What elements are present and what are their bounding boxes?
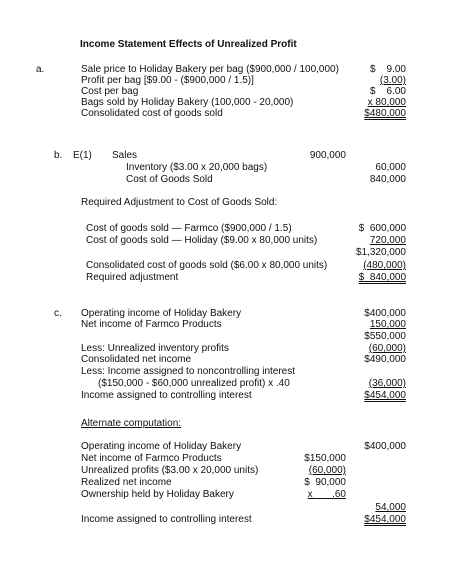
b-cogs: Cost of Goods Sold bbox=[126, 174, 213, 185]
alt-line-2: Net income of Farmco Products bbox=[81, 453, 222, 464]
a-value-3: 6.00 bbox=[386, 86, 406, 97]
alt-mid-value-2: (60,000) bbox=[308, 465, 346, 476]
b-inventory: Inventory ($3.00 x 20,000 bags) bbox=[126, 162, 268, 173]
alt-mid-value-3: $ 90,000 bbox=[304, 477, 346, 488]
c-value-2: 150,000 bbox=[369, 319, 406, 330]
alt-right-value-3: $454,000 bbox=[364, 514, 406, 525]
c-value-3: $550,000 bbox=[364, 331, 406, 342]
alt-line-5: Ownership held by Holiday Bakery bbox=[81, 489, 234, 500]
alt-line-1: Operating income of Holiday Bakery bbox=[81, 441, 242, 452]
b-entry: E(1) bbox=[73, 150, 92, 161]
a-line-3: Cost per bag bbox=[81, 86, 139, 97]
a-line-4: Bags sold by Holiday Bakery (100,000 - 20,000) bbox=[81, 97, 294, 108]
b-holiday-value: 720,000 bbox=[369, 235, 406, 246]
alt-line-7: Income assigned to controlling interest bbox=[81, 514, 252, 525]
section-b-letter: b. bbox=[54, 150, 63, 161]
alt-heading: Alternate computation: bbox=[81, 418, 182, 429]
page-title: Income Statement Effects of Unrealized Profit bbox=[80, 39, 297, 50]
c-value-5: $490,000 bbox=[364, 354, 406, 365]
b-required-value: $ 840,000 bbox=[358, 272, 406, 283]
a-value-2: (3.00) bbox=[379, 75, 406, 86]
alt-mid-value-4: x .60 bbox=[307, 489, 346, 500]
a-line-5: Consolidated cost of goods sold bbox=[81, 108, 223, 119]
c-line-5: Consolidated net income bbox=[81, 354, 192, 365]
b-cogs-value: 840,000 bbox=[369, 174, 406, 185]
b-farmco: Cost of goods sold — Farmco ($900,000 / 1.5) bbox=[86, 223, 292, 234]
b-required-heading: Required Adjustment to Cost of Goods Sold: bbox=[81, 197, 278, 208]
c-value-7: (36,000) bbox=[368, 378, 406, 389]
section-a-letter: a. bbox=[36, 64, 45, 75]
c-line-6: Less: Income assigned to noncontrolling interest bbox=[81, 366, 296, 377]
b-farmco-value: $ 600,000 bbox=[358, 223, 406, 234]
a-line-2: Profit per bag [$9.00 - ($900,000 / 1.5)] bbox=[81, 75, 254, 86]
b-sales: Sales bbox=[112, 150, 138, 161]
c-line-2: Net income of Farmco Products bbox=[81, 319, 222, 330]
b-holiday: Cost of goods sold — Holiday ($9.00 x 80,000 units) bbox=[86, 235, 318, 246]
a-dollar-1: $ bbox=[370, 64, 376, 75]
b-sales-value: 900,000 bbox=[309, 150, 346, 161]
a-dollar-3: $ bbox=[370, 86, 376, 97]
b-consolidated: Consolidated cost of goods sold ($6.00 x 80,000 units) bbox=[86, 260, 328, 271]
b-required: Required adjustment bbox=[86, 272, 179, 283]
alt-line-3: Unrealized profits ($3.00 x 20,000 units) bbox=[81, 465, 259, 476]
a-value-1: 9.00 bbox=[386, 64, 406, 75]
alt-right-value-1: $400,000 bbox=[364, 441, 406, 452]
c-line-7: ($150,000 - $60,000 unrealized profit) x .40 bbox=[98, 378, 290, 389]
b-subtotal: $1,320,000 bbox=[355, 247, 406, 258]
c-line-8: Income assigned to controlling interest bbox=[81, 390, 252, 401]
b-inventory-value: 60,000 bbox=[375, 162, 406, 173]
c-value-1: $400,000 bbox=[364, 308, 406, 319]
b-consolidated-value: (480,000) bbox=[363, 260, 406, 271]
a-value-5: $480,000 bbox=[364, 108, 406, 119]
alt-right-value-2: 54,000 bbox=[375, 502, 406, 513]
section-c-letter: c. bbox=[54, 308, 62, 319]
c-line-1: Operating income of Holiday Bakery bbox=[81, 308, 242, 319]
a-value-4: x 80,000 bbox=[367, 97, 406, 108]
c-line-4: Less: Unrealized inventory profits bbox=[81, 343, 229, 354]
a-line-1: Sale price to Holiday Bakery per bag ($900,000 / 100,000) bbox=[81, 64, 339, 75]
c-value-4: (60,000) bbox=[368, 343, 406, 354]
c-value-8: $454,000 bbox=[364, 390, 406, 401]
alt-line-4: Realized net income bbox=[81, 477, 172, 488]
alt-mid-value-1: $150,000 bbox=[304, 453, 346, 464]
